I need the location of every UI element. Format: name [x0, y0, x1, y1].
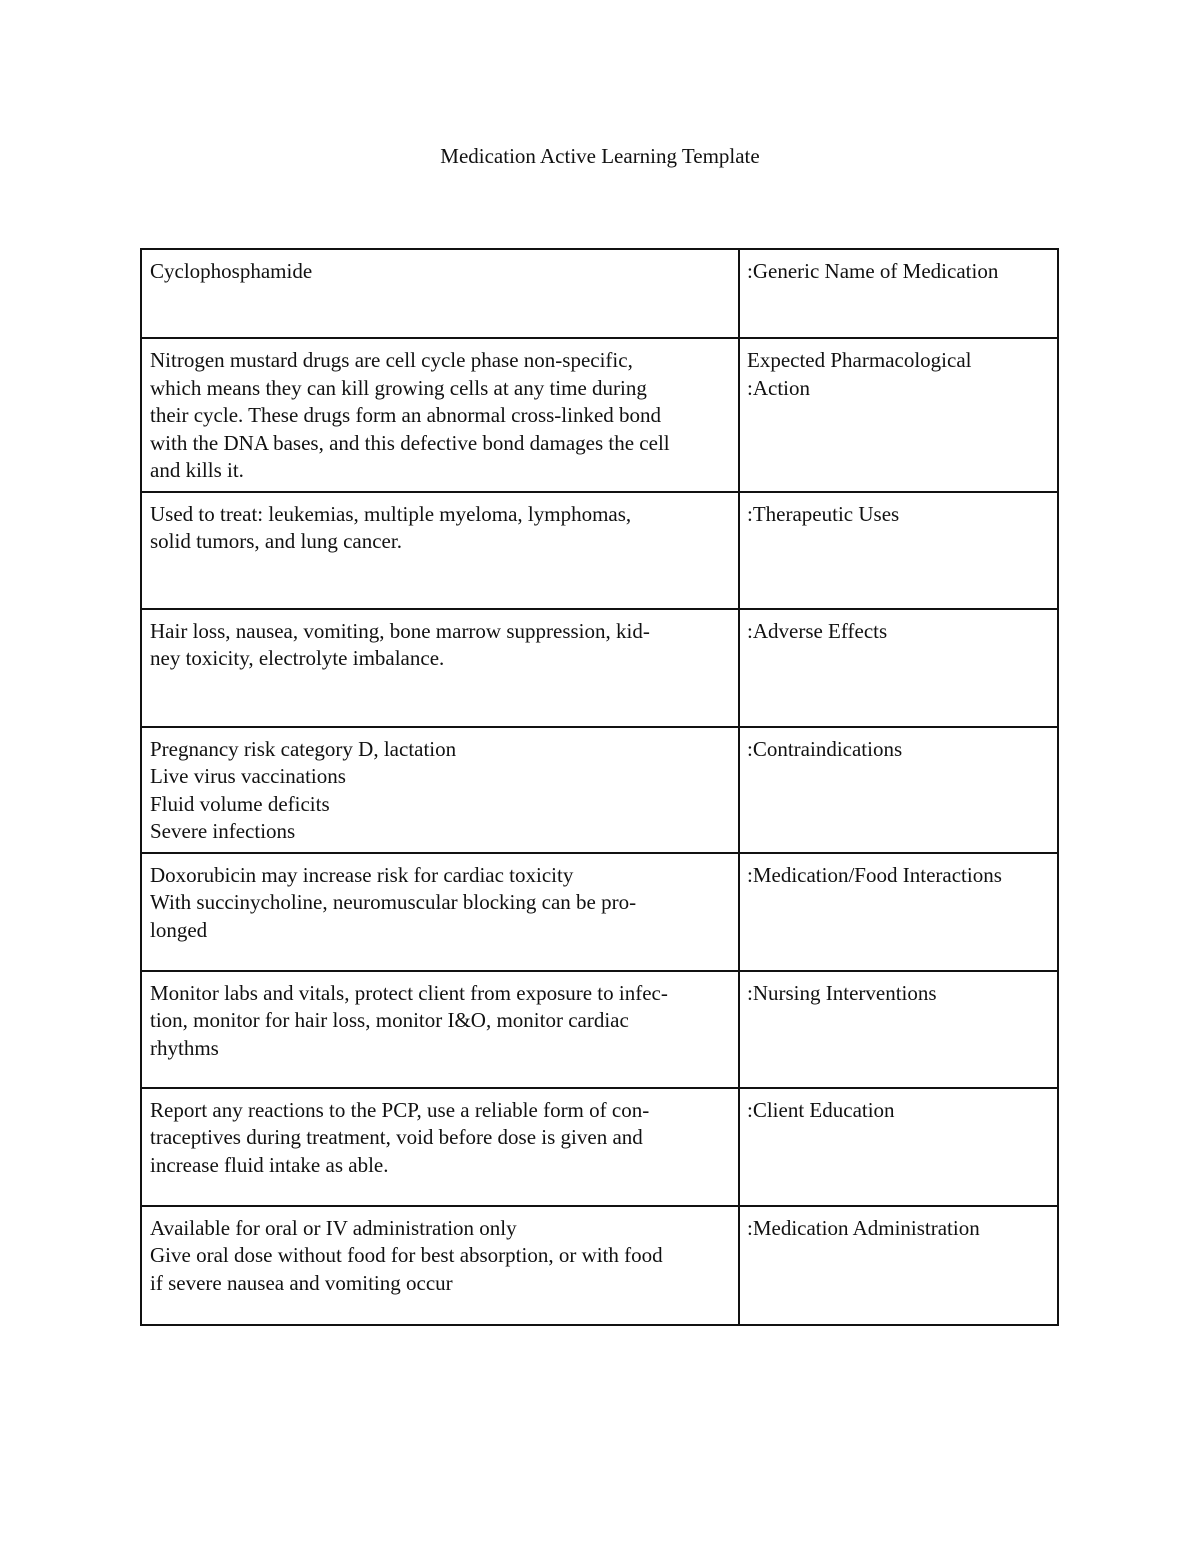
nursing-interventions-label: :Nursing Interventions: [739, 971, 1058, 1088]
row-medication-administration: [141, 1206, 1058, 1325]
row-nursing-interventions: [141, 971, 1058, 1088]
client-education-label: :Client Education: [739, 1088, 1058, 1206]
generic-name-value: Cyclophosphamide: [141, 249, 739, 338]
document-title: Medication Active Learning Template: [440, 144, 760, 168]
generic-name-label: :Generic Name of Medication: [739, 249, 1058, 338]
row-therapeutic-uses: [141, 492, 1058, 609]
row-contraindications: [141, 727, 1058, 853]
row-pharmacological-action: [141, 338, 1058, 492]
therapeutic-uses-value: Used to treat: leukemias, multiple myeloma, lymphomas, solid tumors, and lung cancer.: [141, 492, 739, 609]
therapeutic-uses-label: :Therapeutic Uses: [739, 492, 1058, 609]
adverse-effects-label: :Adverse Effects: [739, 609, 1058, 727]
medication-template-table: [140, 248, 1059, 1326]
interactions-label: :Medication/Food Interactions: [739, 853, 1058, 971]
row-interactions: [141, 853, 1058, 971]
nursing-interventions-value: Monitor labs and vitals, protect client from exposure to infec- tion, monitor for hair loss, monitor I&O, monitor cardiac rhythms: [141, 971, 739, 1088]
medication-administration-label: :Medication Administration: [739, 1206, 1058, 1325]
pharmacological-action-label: Expected Pharmacological :Action: [739, 338, 1058, 492]
adverse-effects-value: Hair loss, nausea, vomiting, bone marrow suppression, kid- ney toxicity, electrolyte imbalance.: [141, 609, 739, 727]
row-adverse-effects: [141, 609, 1058, 727]
contraindications-label: :Contraindications: [739, 727, 1058, 853]
client-education-value: Report any reactions to the PCP, use a reliable form of con- traceptives during treatment, void before dose is given and increase fluid intake as able.: [141, 1088, 739, 1206]
medication-administration-value: Available for oral or IV administration only Give oral dose without food for best absorption, or with food if severe nausea and vomiting occur: [141, 1206, 739, 1325]
row-client-education: [141, 1088, 1058, 1206]
contraindications-value: Pregnancy risk category D, lactation Live virus vaccinations Fluid volume deficits Severe infections: [141, 727, 739, 853]
pharmacological-action-value: Nitrogen mustard drugs are cell cycle phase non-specific, which means they can kill growing cells at any time during their cycle. These drugs form an abnormal cross-linked bond with the DNA bases, and this defective bond damages the cell and kills it.: [141, 338, 739, 492]
interactions-value: Doxorubicin may increase risk for cardiac toxicity With succinycholine, neuromuscular blocking can be pro- longed: [141, 853, 739, 971]
row-generic-name: [141, 249, 1058, 338]
